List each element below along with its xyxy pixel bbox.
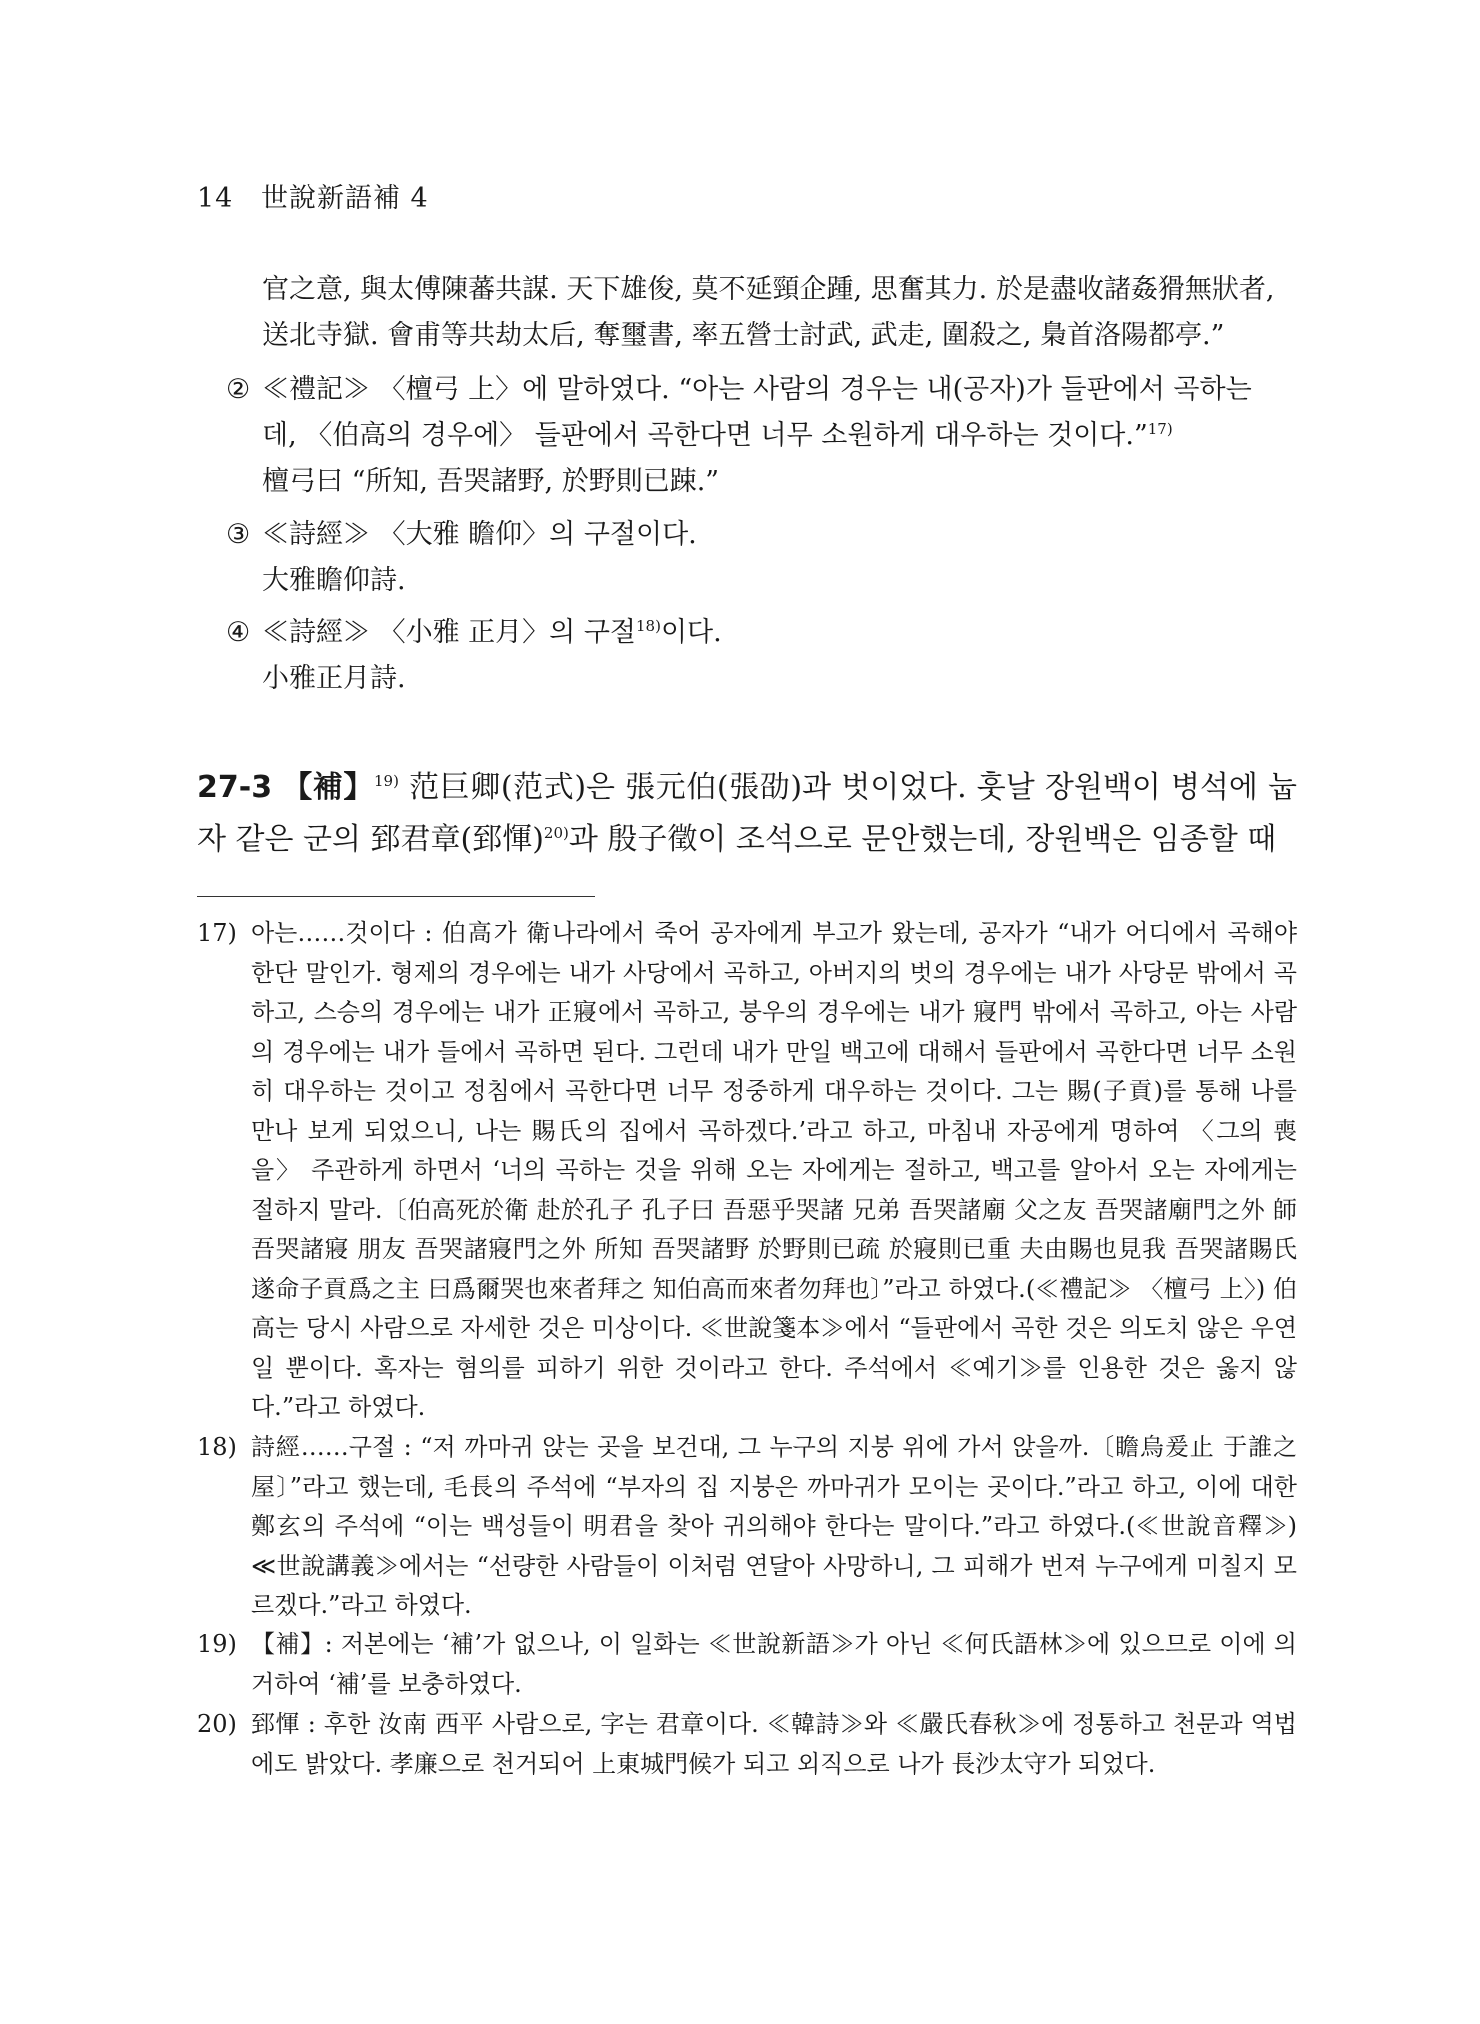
note-original: 大雅瞻仰詩. bbox=[262, 565, 406, 596]
footnote-text: 詩經……구절 : “저 까마귀 앉는 곳을 보건대, 그 누구의 지붕 위에 가서 앉을까.〔瞻烏爰止 于誰之屋〕”라고 했는데, 毛長의 주석에 “부자의 집 지붕은 까마귀가 모이는 곳이다.”라고 하고, 이에 대한 鄭玄의 주석에 “이는 백성들이 明君을 찾아 귀의해야 한다는 말이다.”라고 하였다.(≪世說音釋≫) ≪世說講義≫에서는 “선량한 사람들이 이처럼 연달아 사망하니, 그 피해가 번져 누구에게 미칠지 모르겠다.”라고 하였다. bbox=[251, 1433, 1297, 1619]
note-original: 檀弓曰 “所知, 吾哭諸野, 於野則已踈.” bbox=[262, 466, 720, 497]
footnote-text: 아는……것이다 : 伯高가 衛나라에서 죽어 공자에게 부고가 왔는데, 공자가 “내가 어디에서 곡해야 한단 말인가. 형제의 경우에는 내가 사당에서 곡하고, 아버지의 벗의 경우에는 내가 사당문 밖에서 곡하고, 스승의 경우에는 내가 正寢에서 곡하고, 붕우의 경우에는 내가 寢門 밖에서 곡하고, 아는 사람의 경우에는 내가 들에서 곡하면 된다. 그런데 내가 만일 백고에 대해서 들판에서 곡한다면 너무 소원히 대우하는 것이고 정침에서 곡한다면 너무 정중하게 대우하는 것이다. 그는 賜(子貢)를 통해 나를 만나 보게 되었으니, 나는 賜氏의 집에서 곡하겠다.’라고 하고, 마침내 자공에게 명하여 〈그의 喪을〉 주관하게 하면서 ‘너의 곡하는 것을 위해 오는 자에게는 절하고, 백고를 알아서 오는 자에게는 절하지 말라.〔伯高死於衛 赴於孔子 孔子曰 吾惡乎哭諸 兄弟 吾哭諸廟 父之友 吾哭諸廟門之外 師 吾哭諸寢 朋友 吾哭諸寢門之外 所知 吾哭諸野 於野則已疏 於寢則已重 夫由賜也見我 吾哭諸賜氏 遂命子貢爲之主 曰爲爾哭也來者拜之 知伯高而來者勿拜也〕”라고 하였다.(≪禮記≫ 〈檀弓 上〉) 伯高는 당시 사람으로 자세한 것은 미상이다. ≪世說箋本≫에서 “들판에서 곡한 것은 의도치 않은 우연일 뿐이다. 혹자는 혐의를 피하기 위한 것이라고 한다. 주석에서 ≪예기≫를 인용한 것은 옳지 않다.”라고 하였다. bbox=[251, 919, 1297, 1421]
passage-id: 27-3 bbox=[197, 770, 273, 805]
passage-text: 과 殷子徵이 조석으로 문안했는데, 장원백은 임종할 때 bbox=[568, 822, 1277, 857]
note-original: 小雅正月詩. bbox=[262, 663, 406, 694]
footnote-ref: 19) bbox=[374, 772, 399, 790]
footnote-number: 20) bbox=[197, 1710, 237, 1738]
note-text: 이다. bbox=[660, 617, 722, 648]
footnote-ref: 18) bbox=[636, 617, 661, 635]
note-marker: ③ bbox=[226, 519, 251, 550]
note-marker: ④ bbox=[226, 617, 251, 648]
note-text: ≪詩經≫ 〈大雅 瞻仰〉의 구절이다. bbox=[262, 519, 697, 550]
supplement-mark: 【補】 bbox=[282, 770, 374, 805]
note-marker: ② bbox=[226, 374, 251, 405]
footnote-number: 18) bbox=[197, 1433, 237, 1461]
commentary-note-2 bbox=[226, 367, 1296, 505]
commentary-note-3 bbox=[226, 512, 1296, 604]
footnote-19 bbox=[197, 1625, 1297, 1704]
footnote-ref: 17) bbox=[1147, 420, 1173, 438]
running-header bbox=[197, 176, 429, 215]
quote-line: 官之意, 與太傅陳蕃共謀. 天下雄俊, 莫不延頸企踵, 思奮其力. 於是盡收諸姦猾無狀者, bbox=[262, 274, 1275, 305]
quote-line: 送北寺獄. 會甫等共劫太后, 奪璽書, 率五營士討武, 武走, 圍殺之, 梟首洛陽都亭.” bbox=[262, 320, 1225, 351]
note-text: ≪禮記≫ 〈檀弓 上〉에 말하였다. “아는 사람의 경우는 내(공자)가 들판에서 곡하는 bbox=[262, 374, 1252, 405]
footnote-text: 【補】: 저본에는 ‘補’가 없으나, 이 일화는 ≪世說新語≫가 아닌 ≪何氏語林≫에 있으므로 이에 의거하여 ‘補’를 보충하였다. bbox=[251, 1630, 1297, 1698]
footnote-17 bbox=[197, 914, 1297, 1428]
main-passage bbox=[197, 762, 1297, 866]
footnote-18 bbox=[197, 1428, 1297, 1626]
commentary-note-4 bbox=[226, 610, 1296, 702]
footnote-20 bbox=[197, 1705, 1297, 1784]
page-number: 14 bbox=[197, 183, 234, 214]
footnote-divider bbox=[197, 896, 595, 897]
passage-text: 范巨卿(范式)은 張元伯(張劭)과 벗이었다. 훗날 장원백이 병석에 눕자 같은 군의 郅君章(郅惲) bbox=[197, 770, 1297, 857]
quoted-passage bbox=[262, 267, 1302, 359]
book-title: 世說新語補 4 bbox=[260, 183, 429, 214]
note-text: 데, 〈伯高의 경우에〉 들판에서 곡한다면 너무 소원하게 대우하는 것이다.” bbox=[262, 420, 1148, 451]
footnote-ref: 20) bbox=[543, 824, 569, 842]
footnote-number: 17) bbox=[197, 919, 237, 947]
footnote-number: 19) bbox=[197, 1630, 237, 1658]
note-text: ≪詩經≫ 〈小雅 正月〉의 구절 bbox=[262, 617, 636, 648]
footnote-text: 郅惲 : 후한 汝南 西平 사람으로, 字는 君章이다. ≪韓詩≫와 ≪嚴氏春秋≫에 정통하고 천문과 역법에도 밝았다. 孝廉으로 천거되어 上東城門候가 되고 외직으로 나가 長沙太守가 되었다. bbox=[251, 1710, 1297, 1778]
